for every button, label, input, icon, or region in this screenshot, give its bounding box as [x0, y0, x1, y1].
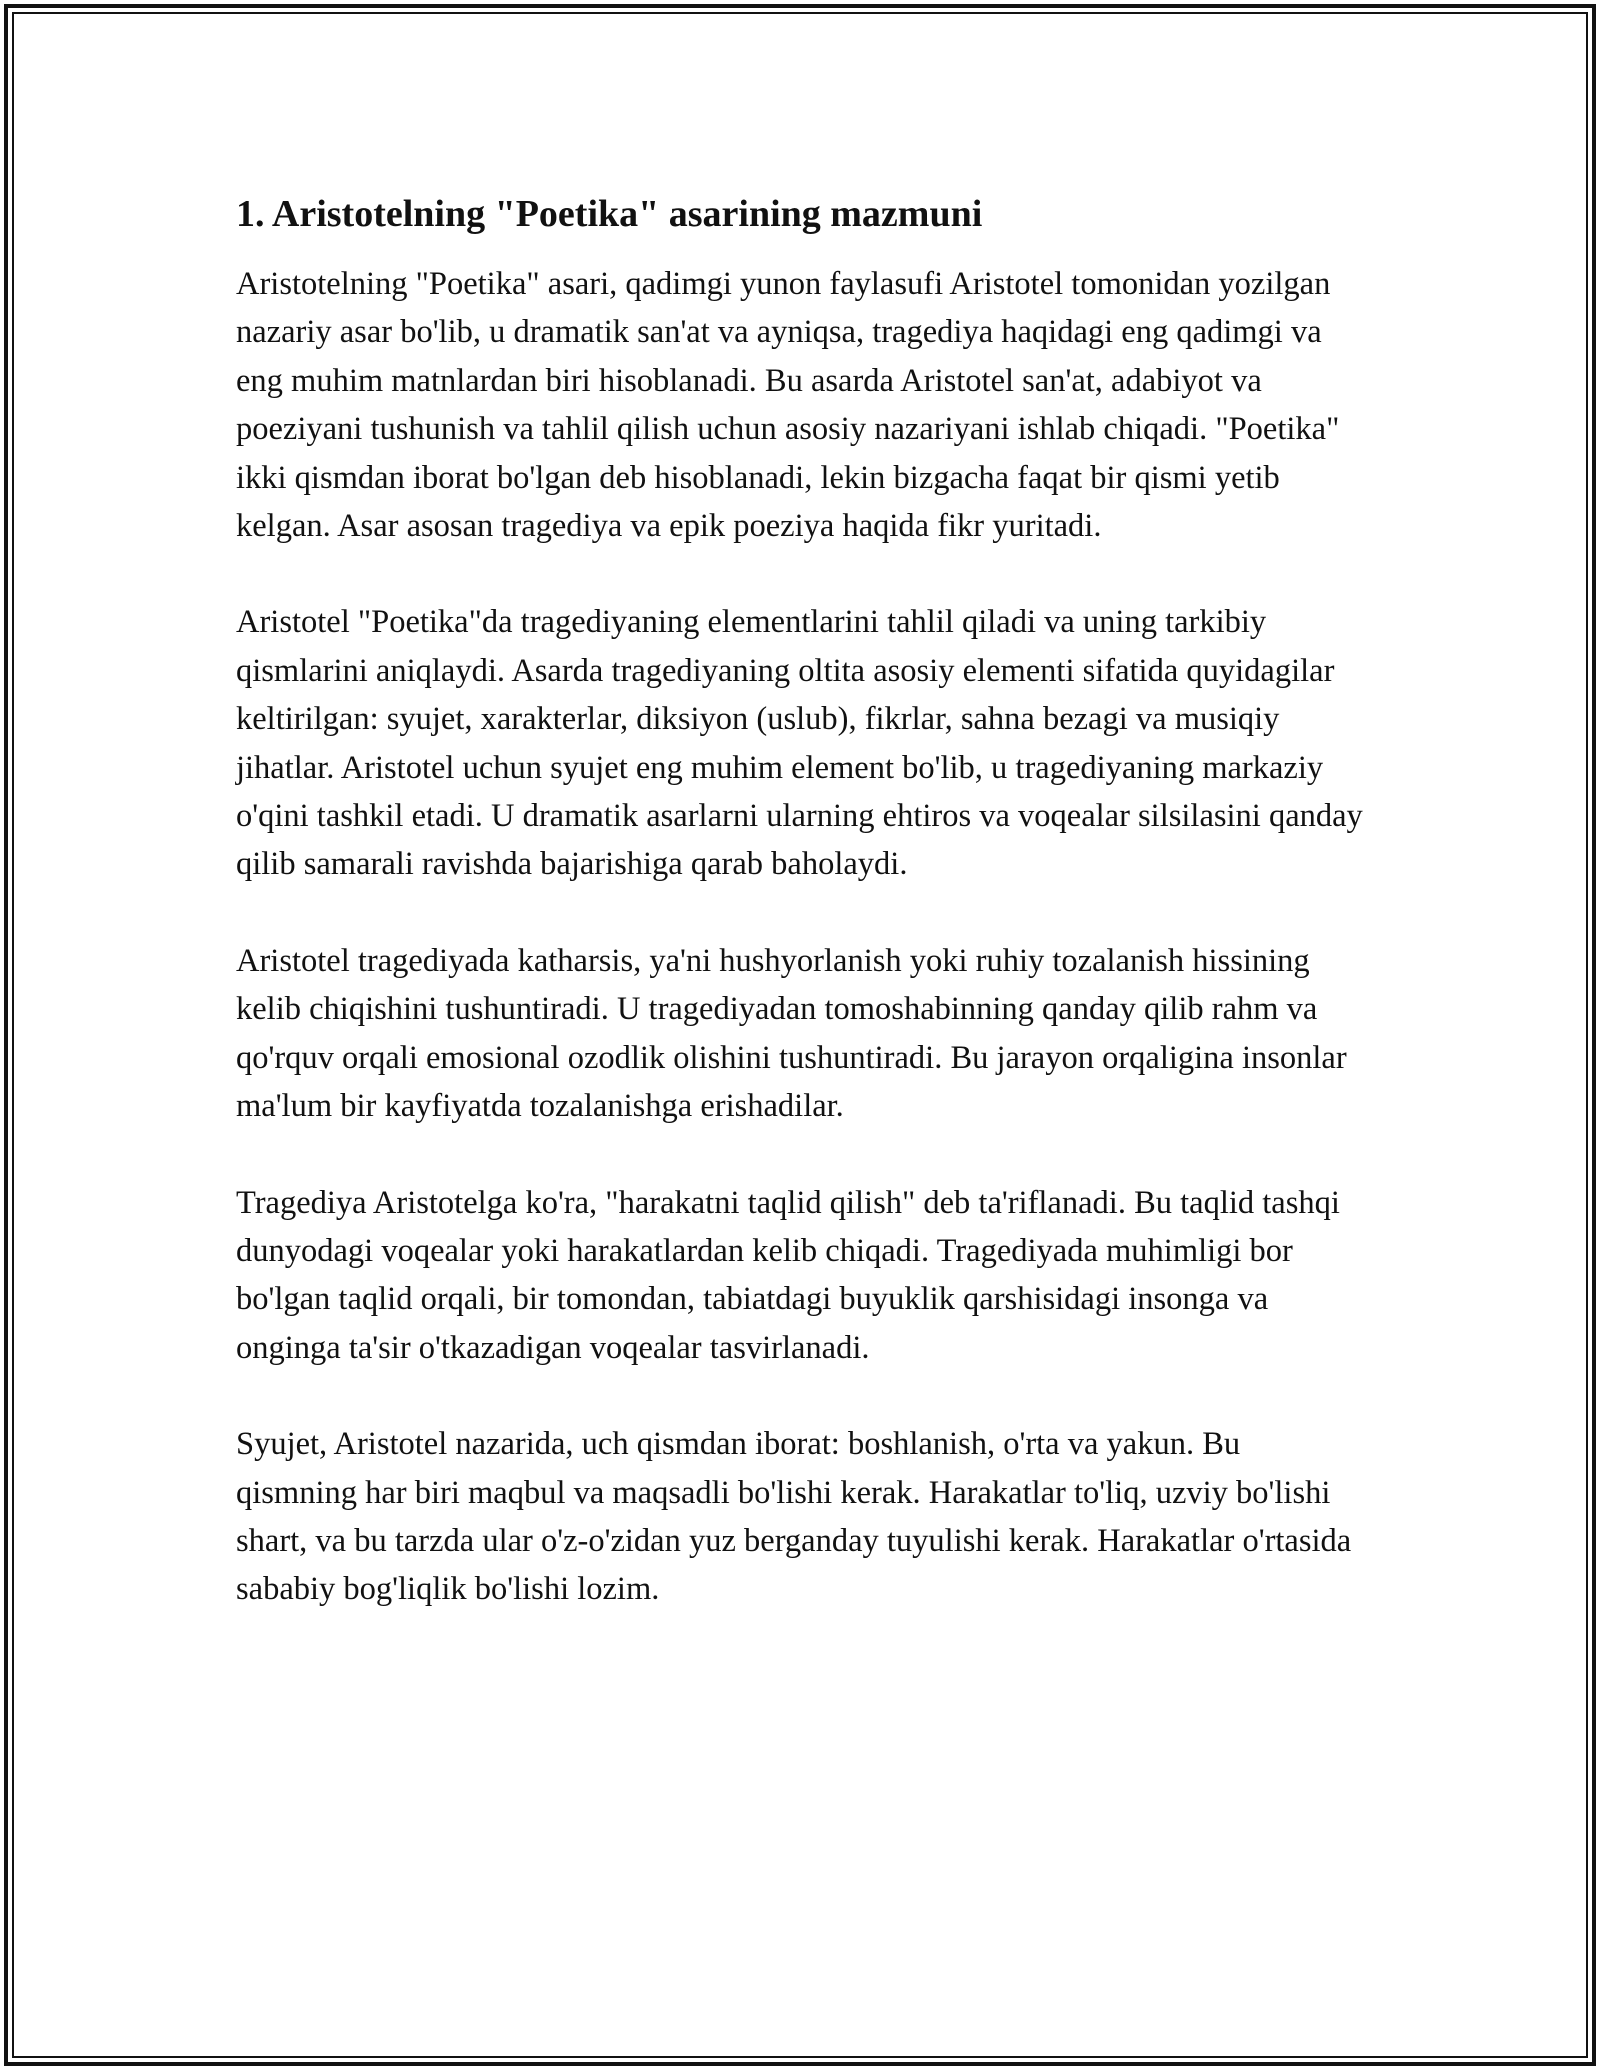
paragraph-4: Tragediya Aristotelga ko'ra, "harakatni taqlid qilish" deb ta'riflanadi. Bu taqlid tashqi dunyodagi voqealar yoki harakatlardan kelib chiqadi. Tragediyada muhimligi bor bo'lgan taqlid orqali, bir tomondan, tabiatdagi buyuklik qarshisidagi insonga va onginga ta'sir o'tkazadigan voqealar tasvirlanadi.	[236, 1184, 1340, 1366]
paragraph-3: Aristotel tragediyada katharsis, ya'ni hushyorlanish yoki ruhiy tozalanish hissining kelib chiqishini tushuntiradi. U tragediyadan tomoshabinning qanday qilib rahm va qo'rquv orqali emosional ozodlik olishini tushuntiradi. Bu jarayon orqaligina insonlar ma'lum bir kayfiyatda tozalanishga erishadilar.	[236, 942, 1347, 1125]
paragraph-5: Syujet, Aristotel nazarida, uch qismdan iborat: boshlanish, o'rta va yakun. Bu qismning har biri maqbul va maqsadli bo'lishi kerak. Harakatlar to'liq, uzviy bo'lishi shart, va bu tarzda ular o'z-o'zidan yuz berganday tuyulishi kerak. Harakatlar o'rtasida sababiy bog'liqlik bo'lishi lozim.	[236, 1426, 1352, 1608]
paragraph-2: Aristotel "Poetika"da tragediyaning elementlarini tahlil qiladi va uning tarkibiy qismlarini aniqlaydi. Asarda tragediyaning oltita asosiy elementi sifatida quyidagilar keltirilgan: syujet, xarakterlar, diksiyon (uslub), fikrlar, sahna bezagi va musiqiy jihatlar. Aristotel uchun syujet eng muhim element bo'lib, u tragediyaning markaziy o'qini tashkil etadi. U dramatik asarlarni ularning ehtiros va voqealar silsilasini qanday qilib samarali ravishda bajarishiga qarab baholaydi.	[236, 604, 1363, 883]
section-heading: 1. Aristotelning "Poetika" asarining mazmuni	[236, 193, 983, 235]
document-content	[236, 186, 1366, 1662]
paragraph-1: Aristotelning "Poetika" asari, qadimgi yunon faylasufi Aristotel tomonidan yozilgan nazariy asar bo'lib, u dramatik san'at va ayniqsa, tragediya haqidagi eng qadimgi va eng muhim matnlardan biri hisoblanadi. Bu asarda Aristotel san'at, adabiyot va poeziyani tushunish va tahlil qilish uchun asosiy nazariyani ishlab chiqadi. "Poetika" ikki qismdan iborat bo'lgan deb hisoblanadi, lekin bizgacha faqat bir qismi yetib kelgan. Asar asosan tragediya va epik poeziya haqida fikr yuritadi.	[236, 266, 1340, 545]
